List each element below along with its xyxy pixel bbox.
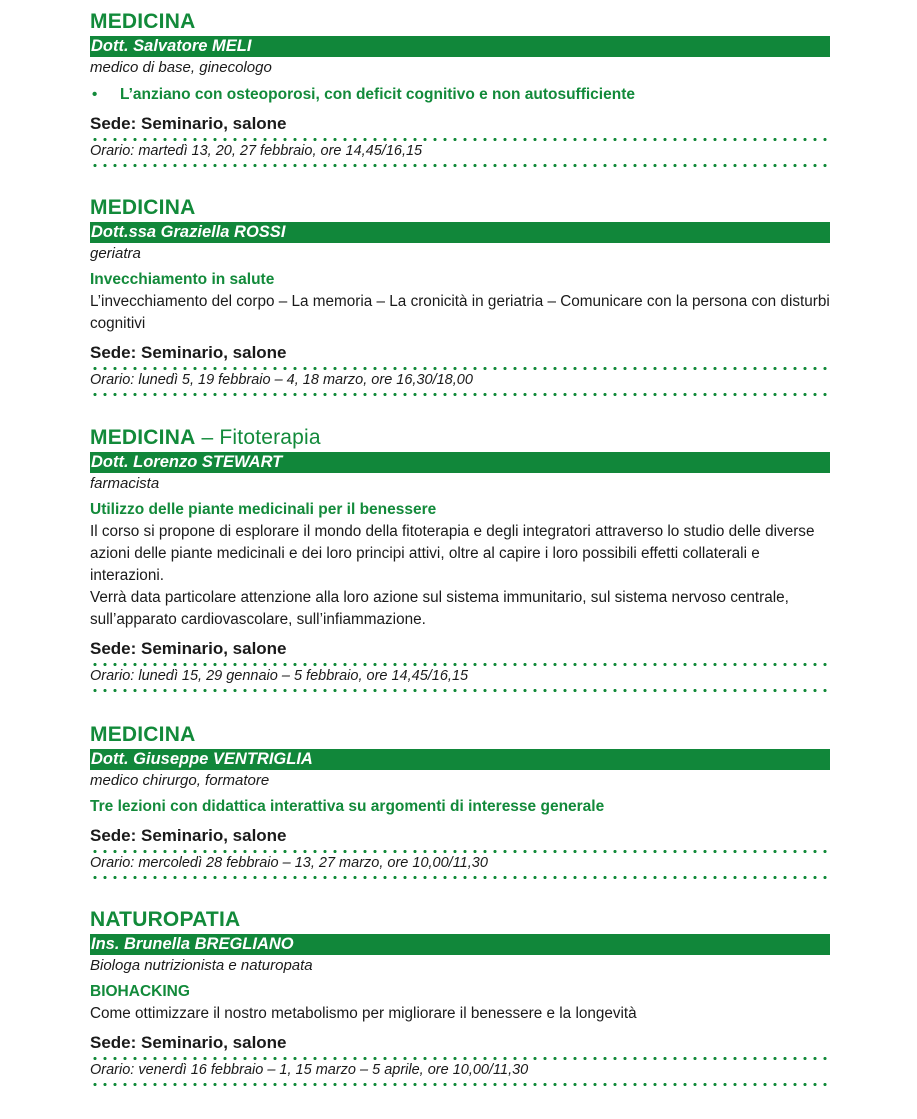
teacher-role: medico di base, ginecologo — [90, 59, 272, 76]
schedule: Orario: lunedì 5, 19 febbraio – 4, 18 marzo, ore 16,30/18,00 — [90, 372, 473, 388]
location: Sede: Seminario, salone — [90, 639, 287, 658]
category-heading: MEDICINA — [90, 723, 196, 746]
topic-text: L’anziano con osteoporosi, con deficit cognitivo e non autosufficiente — [120, 86, 635, 103]
schedule: Orario: venerdì 16 febbraio – 1, 15 marzo – 5 aprile, ore 10,00/11,30 — [90, 1062, 529, 1078]
location: Sede: Seminario, salone — [90, 343, 287, 362]
teacher-bar: Ins. Brunella BREGLIANO — [90, 934, 830, 955]
course-section-1 — [90, 10, 830, 167]
dotted-divider — [90, 1083, 830, 1086]
schedule: Orario: martedì 13, 20, 27 febbraio, ore 14,45/16,15 — [90, 143, 423, 159]
category-subtitle: – Fitoterapia — [195, 426, 321, 449]
dotted-divider — [90, 876, 830, 879]
course-topic: BIOHACKING — [90, 983, 190, 1000]
course-description: Come ottimizzare il nostro metabolismo per migliorare il benessere e la longevità — [90, 1005, 637, 1022]
course-section-4 — [90, 723, 830, 879]
category-heading: MEDICINA — [90, 196, 196, 219]
category-heading: MEDICINA — [90, 10, 196, 33]
course-description: Il corso si propone di esplorare il mondo della fitoterapia e degli integratori attraverso lo studio delle diverse azioni delle piante medicinali e dei loro principi attivi, oltre al capire i loro possibili effetti collaterali e interazioni. — [90, 523, 815, 584]
teacher-role: farmacista — [90, 475, 160, 492]
course-description: L’invecchiamento del corpo – La memoria – La cronicità in geriatria – Comunicare con la persona con disturbi cognitivi — [90, 293, 830, 332]
category-heading: MEDICINA – Fitoterapia — [90, 426, 321, 449]
location: Sede: Seminario, salone — [90, 826, 287, 845]
location: Sede: Seminario, salone — [90, 114, 287, 133]
course-description: Verrà data particolare attenzione alla loro azione sul sistema immunitario, sul sistema nervoso centrale, sull’apparato cardiovascolare, sull’infiammazione. — [90, 589, 789, 628]
teacher-bar: Dott. Giuseppe VENTRIGLIA — [90, 749, 830, 770]
category-heading: NATUROPATIA — [90, 908, 241, 931]
dotted-divider — [90, 164, 830, 167]
bullet-icon: • — [92, 86, 98, 103]
course-section-2 — [90, 196, 830, 396]
teacher-bar: Dott.ssa Graziella ROSSI — [90, 222, 830, 243]
course-topic: Utilizzo delle piante medicinali per il benessere — [90, 501, 437, 518]
dotted-divider — [90, 689, 830, 692]
teacher-role: medico chirurgo, formatore — [90, 772, 270, 789]
dotted-divider — [90, 393, 830, 396]
course-topic — [90, 84, 830, 106]
teacher-bar: Dott. Salvatore MELI — [90, 36, 830, 57]
course-section-3 — [90, 426, 830, 692]
teacher-role: geriatra — [90, 245, 141, 262]
course-section-5 — [90, 908, 830, 1086]
course-topic: Tre lezioni con didattica interattiva su argomenti di interesse generale — [90, 798, 605, 815]
location: Sede: Seminario, salone — [90, 1033, 287, 1052]
course-topic: Invecchiamento in salute — [90, 271, 275, 288]
schedule: Orario: mercoledì 28 febbraio – 13, 27 marzo, ore 10,00/11,30 — [90, 855, 488, 871]
teacher-bar: Dott. Lorenzo STEWART — [90, 452, 830, 473]
schedule: Orario: lunedì 15, 29 gennaio – 5 febbraio, ore 14,45/16,15 — [90, 668, 469, 684]
teacher-role: Biologa nutrizionista e naturopata — [90, 957, 313, 974]
